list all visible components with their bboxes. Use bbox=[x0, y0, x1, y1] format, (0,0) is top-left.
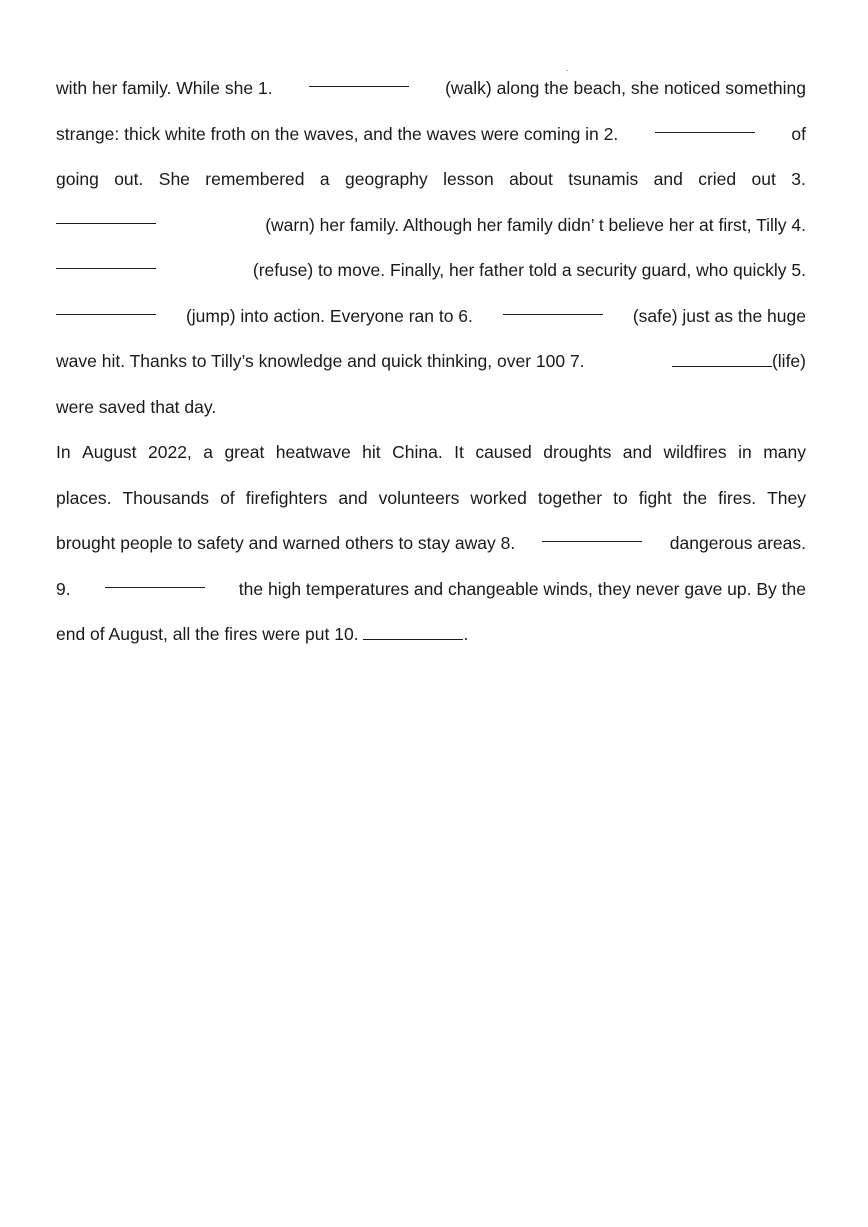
word: of bbox=[220, 487, 235, 508]
word: places. bbox=[56, 487, 112, 508]
p2-line-1 bbox=[56, 430, 806, 476]
p1-line-7 bbox=[56, 339, 806, 385]
word: wildfires bbox=[663, 442, 727, 462]
p1-line-6-after: (safe) just as the huge bbox=[632, 305, 806, 326]
word: and bbox=[653, 169, 683, 189]
word: fight bbox=[638, 487, 672, 508]
p1-line-6 bbox=[56, 294, 806, 340]
p2-line-5-before: end of August, all the fires were put 10. bbox=[56, 624, 359, 644]
word: hit bbox=[362, 442, 381, 462]
word: lesson bbox=[443, 169, 494, 189]
word: It bbox=[454, 442, 464, 462]
p1-line-4 bbox=[56, 203, 806, 249]
blank-3[interactable] bbox=[56, 203, 156, 224]
word: droughts bbox=[543, 442, 612, 462]
p2-line-3 bbox=[56, 521, 806, 567]
word: firefighters bbox=[245, 487, 328, 508]
p1-line-2-before: strange: thick white froth on the waves, and the waves were coming in 2. bbox=[56, 123, 619, 144]
passage-body bbox=[56, 66, 806, 658]
p1-line-1 bbox=[56, 66, 806, 112]
word: In bbox=[56, 442, 71, 462]
word: heatwave bbox=[275, 442, 351, 462]
blank-6[interactable] bbox=[503, 294, 603, 315]
word: Thousands bbox=[122, 487, 210, 508]
word: 3. bbox=[791, 169, 806, 189]
p1-line-4-after: (warn) her family. Although her family didn’ t believe her at first, Tilly 4. bbox=[265, 214, 806, 235]
p1-line-2-after: of bbox=[791, 123, 806, 144]
p2-line-4 bbox=[56, 567, 806, 613]
p1-line-5 bbox=[56, 248, 806, 294]
word: going bbox=[56, 169, 99, 189]
word: out. bbox=[114, 169, 144, 189]
word: August bbox=[82, 442, 137, 462]
word: China. bbox=[392, 442, 443, 462]
word: They bbox=[767, 487, 806, 508]
word: 2022, bbox=[148, 442, 192, 462]
word: to bbox=[613, 487, 628, 508]
p2-line-4-after: the high temperatures and changeable winds, they never gave up. By the bbox=[238, 578, 806, 599]
word: volunteers bbox=[378, 487, 460, 508]
p2-line-2 bbox=[56, 476, 806, 522]
p1-line-2 bbox=[56, 112, 806, 158]
p2-line-5-after: . bbox=[463, 624, 469, 644]
blank-8[interactable] bbox=[542, 521, 642, 542]
word: remembered bbox=[205, 169, 305, 189]
blank-10[interactable] bbox=[363, 619, 463, 640]
word: together bbox=[537, 487, 603, 508]
p1-line-8-text: were saved that day. bbox=[56, 396, 217, 417]
word: and bbox=[338, 487, 368, 508]
word: out bbox=[751, 169, 776, 189]
word: worked bbox=[470, 487, 527, 508]
p1-line-3 bbox=[56, 157, 806, 203]
blank-7[interactable] bbox=[672, 346, 772, 367]
word: about bbox=[509, 169, 553, 189]
p2-line-4-before: 9. bbox=[56, 578, 71, 599]
word: and bbox=[622, 442, 652, 462]
word: a bbox=[203, 442, 213, 462]
blank-9[interactable] bbox=[105, 567, 205, 588]
word: the bbox=[682, 487, 708, 508]
p1-line-5-after: (refuse) to move. Finally, her father told a security guard, who quickly 5. bbox=[252, 260, 806, 280]
p1-line-1-before: with her family. While she 1. bbox=[56, 78, 273, 98]
word: fires. bbox=[718, 487, 757, 508]
p2-line-5 bbox=[56, 612, 806, 658]
p1-line-6-middle: (jump) into action. Everyone ran to 6. bbox=[185, 305, 473, 326]
p2-line-3-after: dangerous areas. bbox=[669, 533, 806, 553]
word: She bbox=[158, 169, 190, 189]
word: great bbox=[224, 442, 265, 462]
p1-line-7-before: wave hit. Thanks to Tilly’s knowledge and quick thinking, over 100 7. bbox=[56, 351, 585, 371]
blank-2[interactable] bbox=[655, 112, 755, 133]
word: a bbox=[319, 169, 330, 189]
p1-line-7-after: (life) bbox=[771, 351, 806, 371]
word: many bbox=[763, 442, 806, 462]
blank-1[interactable] bbox=[309, 66, 409, 87]
word: in bbox=[738, 442, 752, 462]
p1-line-1-after: (walk) along the beach, she noticed something bbox=[445, 78, 806, 98]
word: tsunamis bbox=[568, 169, 639, 189]
word: caused bbox=[475, 442, 532, 462]
p2-line-3-before: brought people to safety and warned others to stay away 8. bbox=[56, 533, 516, 553]
word: geography bbox=[345, 169, 428, 189]
blank-4[interactable] bbox=[56, 248, 156, 269]
p1-line-7-end bbox=[672, 339, 806, 385]
word: cried bbox=[698, 169, 737, 189]
blank-5[interactable] bbox=[56, 294, 156, 315]
p1-line-8 bbox=[56, 385, 806, 431]
